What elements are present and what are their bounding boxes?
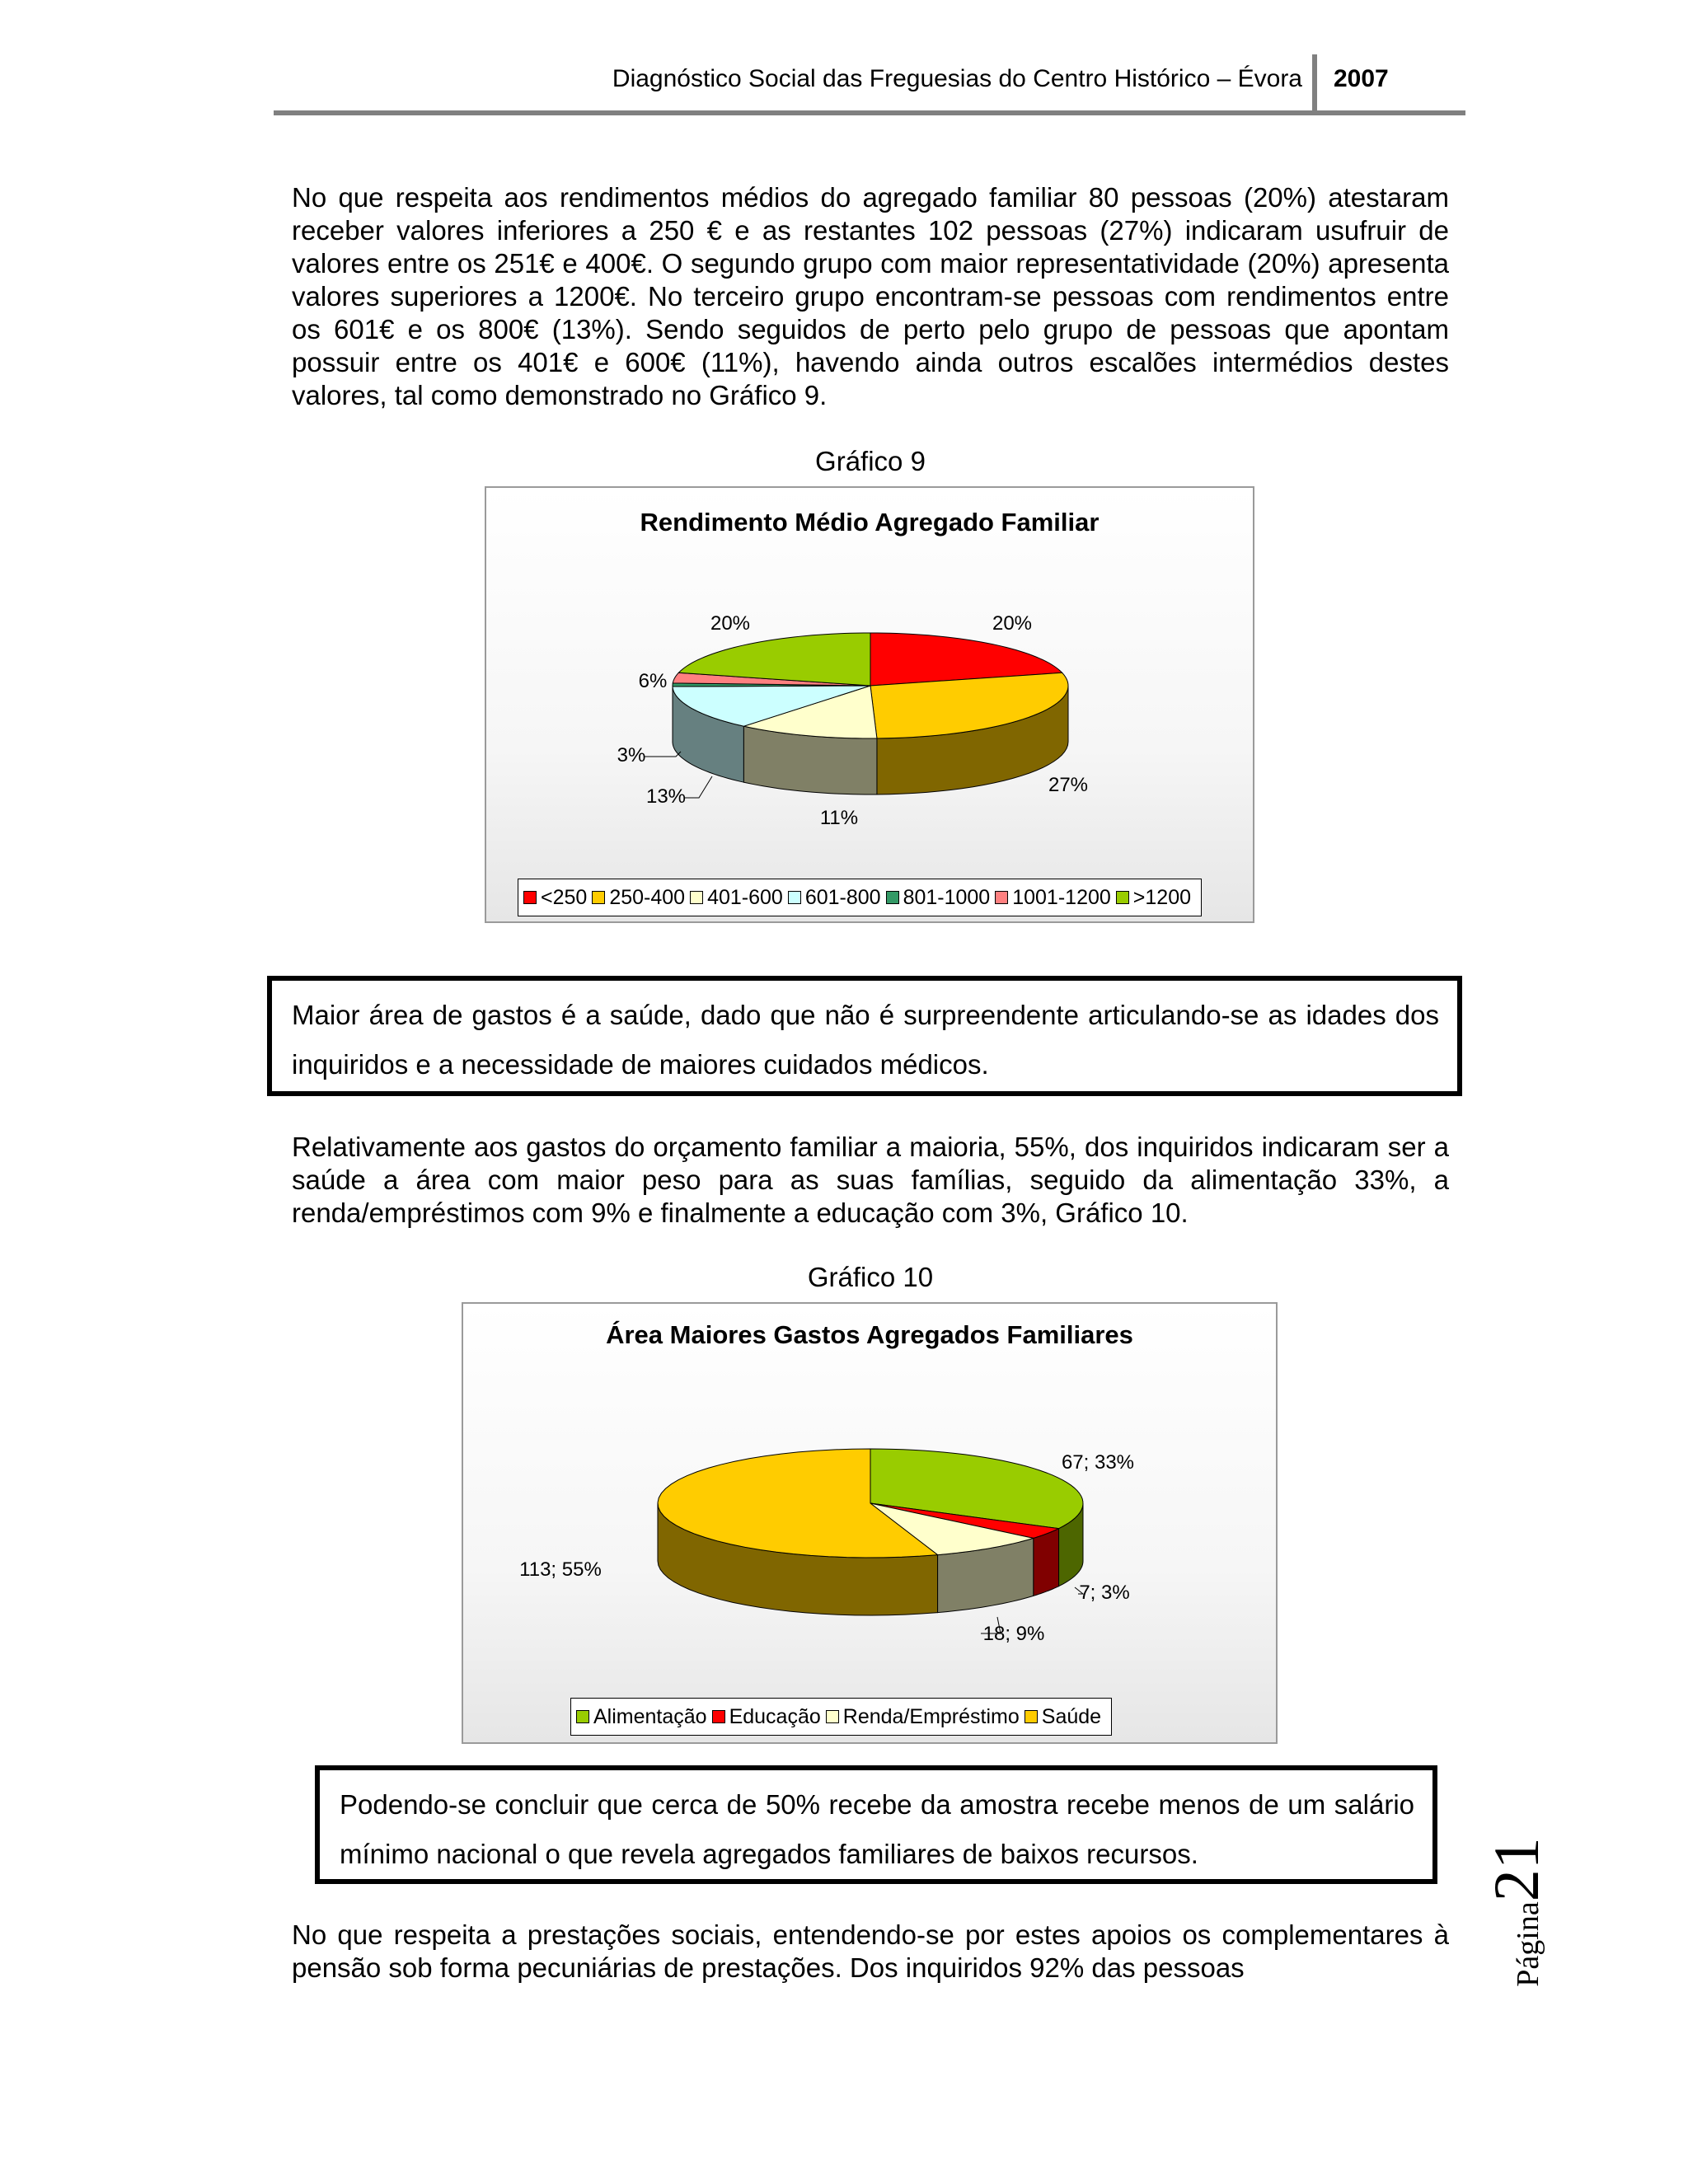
- chart9-label-250-400: 27%: [1048, 774, 1089, 796]
- chart9-legend-label: >1200: [1132, 885, 1191, 909]
- document-header-year: 2007: [1334, 65, 1389, 92]
- chart10-label-educacao: 7; 3%: [1079, 1582, 1130, 1604]
- chart10-legend-item: [712, 1705, 821, 1729]
- chart10-plot: [463, 1304, 1276, 1742]
- chart9-legend-swatch: [1116, 891, 1129, 904]
- paragraph-income: No que respeita aos rendimentos médios do agregado familiar 80 pessoas (20%) atestaram receber valores inferiores a 250 € e as restantes 102 pessoas (27%) indicaram usufruir de valores entre os 251€ e 400€. O segundo grupo com maior representatividade (20%) apresenta valores superiores a 1200€. No terceiro grupo encontram-se pessoas com rendimentos entre os 601€ e os 800€ (13%). Sendo seguidos de perto pelo grupo de pessoas que apontam possuir entre os 401€ e 600€ (11%), havendo ainda outros escalões intermédios destes valores, tal como demonstrado no Gráfico 9.: [292, 182, 1449, 410]
- chart10-legend-swatch: [712, 1710, 725, 1723]
- header-rule: [274, 110, 1465, 115]
- chart10-label-saude: 113; 55%: [519, 1558, 602, 1581]
- page-number-label: Página: [1511, 1901, 1545, 1987]
- chart10-legend-label: Saúde: [1041, 1704, 1102, 1728]
- chart10-legend-label: Renda/Empréstimo: [842, 1704, 1020, 1728]
- chart9-legend-swatch: [995, 891, 1008, 904]
- page-number-value: 21: [1480, 1837, 1552, 1902]
- chart9-label-401-600: 11%: [819, 807, 859, 829]
- chart10-legend-swatch: [826, 1710, 839, 1723]
- page-number: [1475, 1830, 1558, 1994]
- chart9-label-lt250: 20%: [992, 612, 1033, 635]
- chart9-label-extra: 6%: [638, 670, 668, 692]
- chart9-caption: Gráfico 9: [815, 446, 926, 476]
- chart9-leader-1001-1200: [645, 752, 681, 757]
- chart10-label-alimentacao: 67; 33%: [1061, 1451, 1135, 1474]
- header-separator: [1312, 54, 1317, 115]
- chart10-legend-item: [576, 1705, 707, 1729]
- highlight-box-health: Maior área de gastos é a saúde, dado que não é surpreendente articulando-se as idades dos inquiridos e a necessidade de maiores cuidados médicos.: [267, 976, 1462, 1096]
- chart10-legend: [570, 1698, 1112, 1736]
- chart9-label-601-800: 13%: [645, 785, 687, 808]
- chart9-legend-label: <250: [541, 885, 588, 909]
- chart10-title: Área Maiores Gastos Agregados Familiares: [606, 1320, 1133, 1349]
- chart9-leader-601-800: [684, 776, 712, 798]
- chart9-legend-swatch: [788, 891, 801, 904]
- chart9-legend-label: 801-1000: [903, 885, 991, 909]
- chart9-title: Rendimento Médio Agregado Familiar: [640, 508, 1100, 537]
- chart9-label-1001-1200: 3%: [617, 744, 646, 766]
- document-header-title: Diagnóstico Social das Freguesias do Centro Histórico – Évora: [612, 65, 1302, 92]
- paragraph-expenses: Relativamente aos gastos do orçamento familiar a maioria, 55%, dos inquiridos indicaram ser a saúde a área com maior peso para as suas famílias, seguido da alimentação 33%, a renda/empréstimos com 9% e finalmente a educação com 3%, Gráfico 10.: [292, 1132, 1449, 1228]
- paragraph-benefits: No que respeita a prestações sociais, entendendo-se por estes apoios os complementares à pensão sob forma pecuniárias de prestações. Dos inquiridos 92% das pessoas: [292, 1919, 1449, 1983]
- chart9-legend-swatch: [523, 891, 537, 904]
- chart9-legend-item: [886, 886, 991, 910]
- chart9-legend-label: 601-800: [804, 885, 881, 909]
- chart9-legend-label: 250-400: [609, 885, 686, 909]
- chart9-legend-item: [690, 886, 783, 910]
- highlight-box-income: Podendo-se concluir que cerca de 50% recebe da amostra recebe menos de um salário mínimo nacional o que revela agregados familiares de baixos recursos.: [315, 1765, 1437, 1884]
- chart10-legend-item: [826, 1705, 1020, 1729]
- chart10-legend-label: Educação: [729, 1704, 821, 1728]
- chart9-legend-item: [788, 886, 881, 910]
- chart9-label-gt1200: 20%: [710, 612, 751, 635]
- chart9-frame: [485, 486, 1254, 923]
- chart9-legend-swatch: [690, 891, 703, 904]
- chart10-legend-label: Alimentação: [593, 1704, 707, 1728]
- chart9-legend-swatch: [886, 891, 899, 904]
- chart9-legend-swatch: [592, 891, 605, 904]
- chart9-legend-item: [995, 886, 1111, 910]
- chart10-label-renda: 18; 9%: [982, 1623, 1045, 1645]
- chart9-legend: [518, 879, 1202, 916]
- chart9-legend-label: 1001-1200: [1012, 885, 1111, 909]
- chart10-frame: [462, 1302, 1278, 1744]
- chart10-slice-side-1: [1034, 1529, 1059, 1596]
- chart10-legend-item: [1025, 1705, 1101, 1729]
- chart9-legend-item: [592, 886, 685, 910]
- chart10-legend-swatch: [576, 1710, 589, 1723]
- chart9-plot: [486, 488, 1253, 921]
- chart9-legend-item: [1116, 886, 1191, 910]
- chart10-caption: Gráfico 10: [807, 1262, 934, 1292]
- chart9-legend-item: [523, 886, 587, 910]
- chart10-legend-swatch: [1025, 1710, 1038, 1723]
- chart9-legend-label: 401-600: [707, 885, 783, 909]
